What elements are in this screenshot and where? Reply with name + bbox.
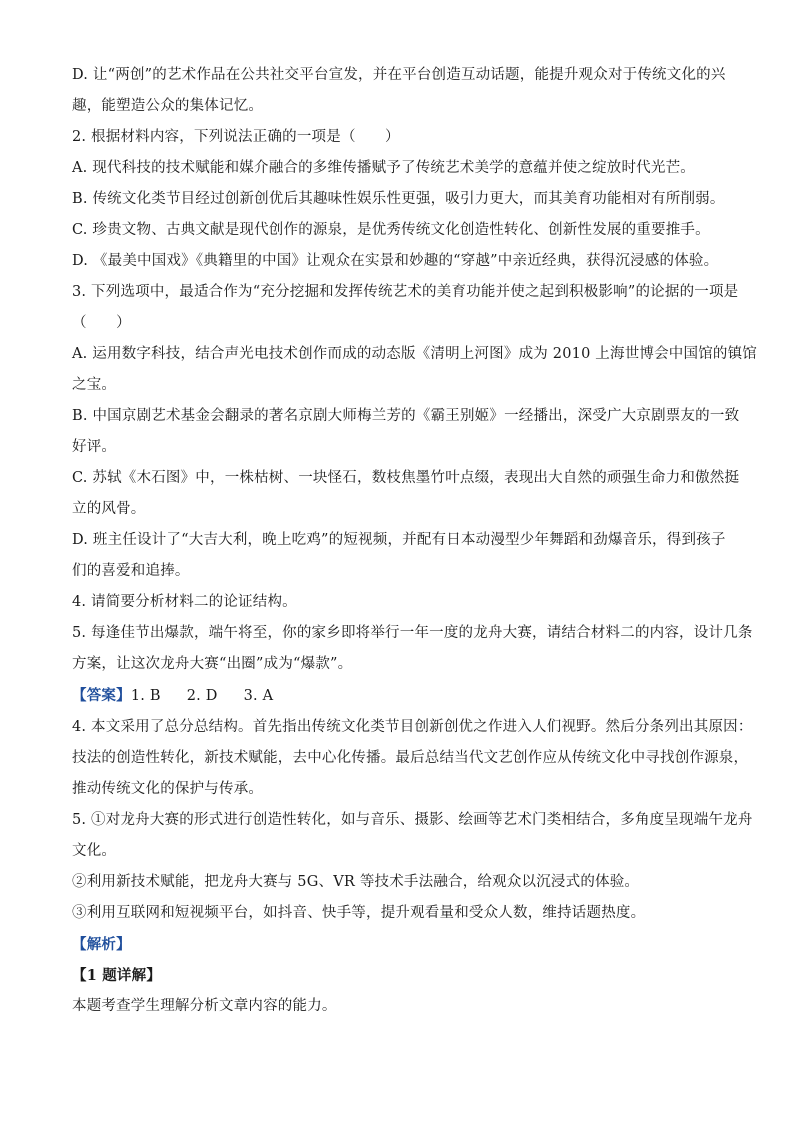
detail-tag: 【1 题详解】	[72, 967, 162, 984]
answer-text: 5. ①对龙舟大赛的形式进行创造性转化，如与音乐、摄影、绘画等艺术门类相结合，多角度呈现端午龙舟	[72, 812, 753, 828]
text-line: D. 让“两创”的艺术作品在公共社交平台宣发，并在平台创造互动话题，能提升观众对于传统文化的兴	[72, 67, 726, 83]
question-3-cont: （ ）	[72, 315, 131, 331]
option-c: C. 珍贵文物、古典文献是现代创作的源泉，是优秀传统文化创造性转化、创新性发展的重要推手。	[72, 222, 710, 238]
option-b-cont: 好评。	[72, 439, 117, 455]
option-a: A. 现代科技的技术赋能和媒介融合的多维传播赋予了传统艺术美学的意蕴并使之绽放时代光芒。	[72, 160, 695, 176]
option-d: D. 班主任设计了“大吉大利，晚上吃鸡”的短视频，并配有日本动漫型少年舞蹈和劲爆音乐，得到孩子	[72, 532, 726, 548]
question-2: 2. 根据材料内容，下列说法正确的一项是（ ）	[72, 129, 400, 145]
option-d: D. 《最美中国戏》《典籍里的中国》让观众在实景和妙趣的“穿越”中亲近经典，获得沉浸感的体验。	[72, 253, 719, 269]
answer-text: ③利用互联网和短视频平台，如抖音、快手等，提升观看量和受众人数，维持话题热度。	[72, 905, 646, 921]
question-4: 4. 请简要分析材料二的论证结构。	[72, 594, 297, 610]
analysis-tag: 【解析】	[72, 936, 131, 953]
detail-text: 本题考查学生理解分析文章内容的能力。	[72, 998, 337, 1014]
question-5: 5. 每逢佳节出爆款，端午将至，你的家乡即将举行一年一度的龙舟大赛，请结合材料二的内容，设计几条	[72, 625, 753, 641]
option-c-cont: 立的风骨。	[72, 501, 146, 517]
answer-text: 文化。	[72, 843, 117, 859]
answer-tag: 【答案】	[72, 687, 131, 704]
option-b: B. 中国京剧艺术基金会翻录的著名京剧大师梅兰芳的《霸王别姬》一经播出，深受广大京剧票友的一致	[72, 408, 740, 424]
document-page	[72, 60, 758, 1022]
question-5-cont: 方案，让这次龙舟大赛“出圈”成为“爆款”。	[72, 656, 353, 672]
answer-3: 3. A	[243, 688, 274, 704]
answer-text: 4. 本文采用了总分总结构。首先指出传统文化类节目创新创优之作进入人们视野。然后分条列出其原因：	[72, 719, 753, 735]
question-3: 3. 下列选项中，最适合作为“充分挖掘和发挥传统艺术的美育功能并使之起到积极影响”的论据的一项是	[72, 284, 739, 300]
option-d-cont: 们的喜爱和追捧。	[72, 563, 190, 579]
option-a: A. 运用数字科技，结合声光电技术创作而成的动态版《清明上河图》成为 2010 上海世博会中国馆的镇馆	[72, 346, 758, 362]
answer-1: 1. B	[130, 688, 161, 704]
option-a-cont: 之宝。	[72, 377, 117, 393]
answer-2: 2. D	[186, 688, 218, 704]
answer-text: 技法的创造性转化，新技术赋能，去中心化传播。最后总结当代文艺创作应从传统文化中寻找创作源泉，	[72, 750, 749, 766]
text-line: 趣，能塑造公众的集体记忆。	[72, 98, 264, 114]
option-b: B. 传统文化类节目经过创新创优后其趣味性娱乐性更强，吸引力更大，而其美育功能相对有所削弱。	[72, 191, 725, 207]
option-c: C. 苏轼《木石图》中，一株枯树、一块怪石，数枝焦墨竹叶点缀，表现出大自然的顽强生命力和傲然挺	[72, 470, 740, 486]
answer-text: 推动传统文化的保护与传承。	[72, 781, 264, 797]
answer-line	[72, 680, 722, 712]
answer-text: ②利用新技术赋能，把龙舟大赛与 5G、VR 等技术手法融合，给观众以沉浸式的体验。	[72, 874, 640, 890]
